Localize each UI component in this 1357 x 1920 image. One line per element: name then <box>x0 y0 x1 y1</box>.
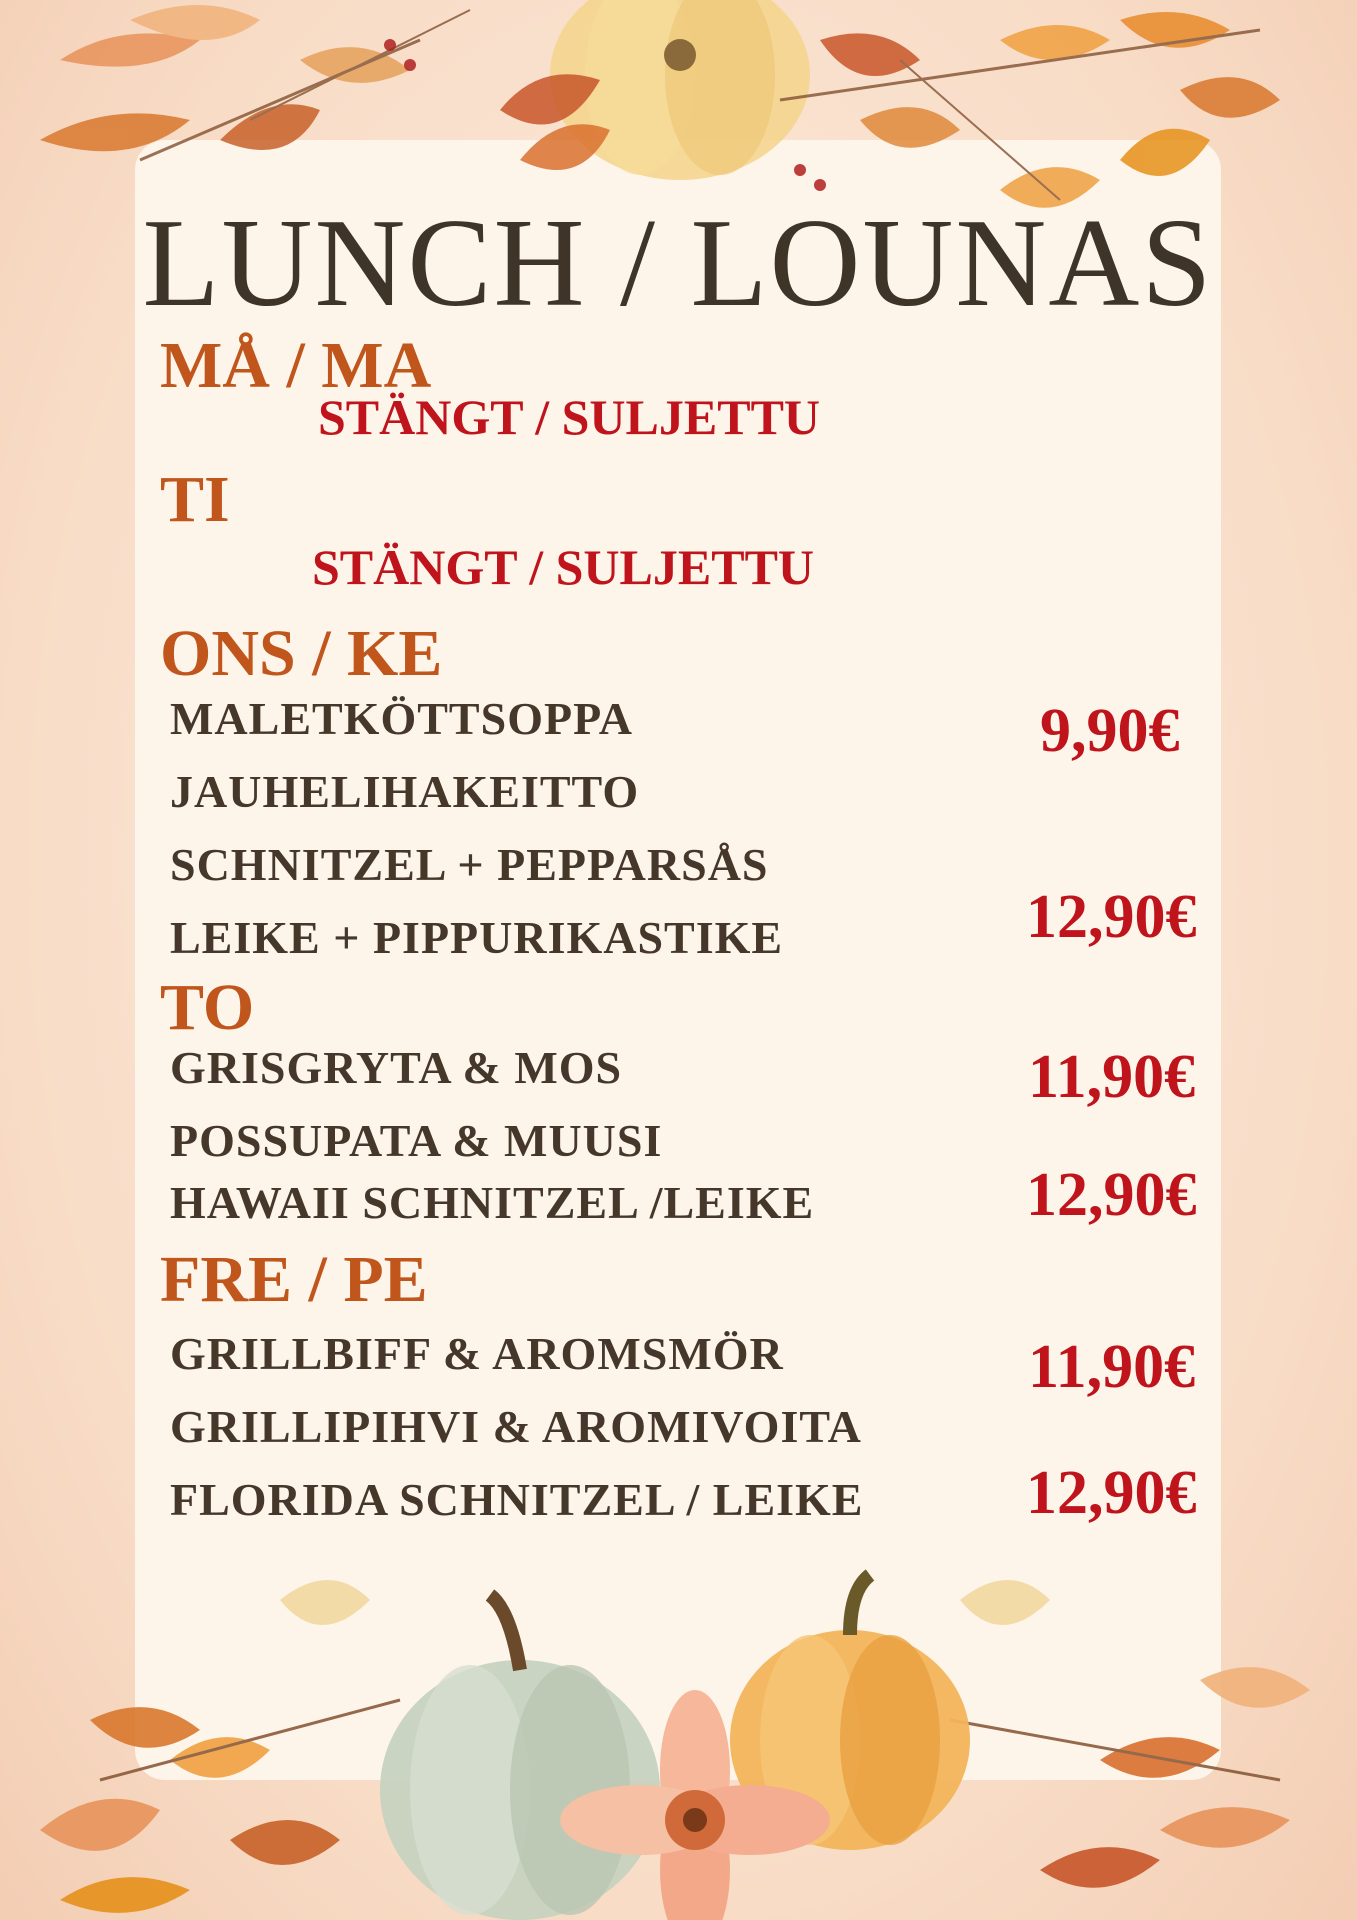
dish-item: MALETKÖTTSOPPA <box>170 693 633 744</box>
price-label: 12,90€ <box>1026 1459 1197 1527</box>
dish-item: HAWAII SCHNITZEL /LEIKE <box>170 1177 815 1228</box>
day-heading-monday: MÅ / MA <box>160 329 432 402</box>
price-label: 11,90€ <box>1028 1043 1196 1111</box>
dish-item: JAUHELIHAKEITTO <box>170 766 640 817</box>
dish-item: GRILLBIFF & AROMSMÖR <box>170 1328 784 1379</box>
day-heading-wednesday: ONS / KE <box>160 617 443 690</box>
dish-item: FLORIDA SCHNITZEL / LEIKE <box>170 1474 864 1525</box>
dish-item: LEIKE + PIPPURIKASTIKE <box>170 912 784 963</box>
price-label: 12,90€ <box>1026 883 1197 951</box>
day-heading-tuesday: TI <box>160 463 230 536</box>
dish-item: POSSUPATA & MUUSI <box>170 1115 663 1166</box>
day-heading-thursday: TO <box>160 971 255 1044</box>
price-label: 12,90€ <box>1026 1161 1197 1229</box>
page-title: LUNCH / LOUNAS <box>142 194 1214 333</box>
dish-item: GRISGRYTA & MOS <box>170 1042 623 1093</box>
closed-notice-monday: STÄNGT / SULJETTU <box>318 389 821 445</box>
dish-item: GRILLIPIHVI & AROMIVOITA <box>170 1401 862 1452</box>
dish-item: SCHNITZEL + PEPPARSÅS <box>170 839 769 890</box>
closed-notice-tuesday: STÄNGT / SULJETTU <box>312 539 815 595</box>
price-label: 9,90€ <box>1040 697 1180 765</box>
price-label: 11,90€ <box>1028 1333 1196 1401</box>
day-heading-friday: FRE / PE <box>160 1243 428 1316</box>
